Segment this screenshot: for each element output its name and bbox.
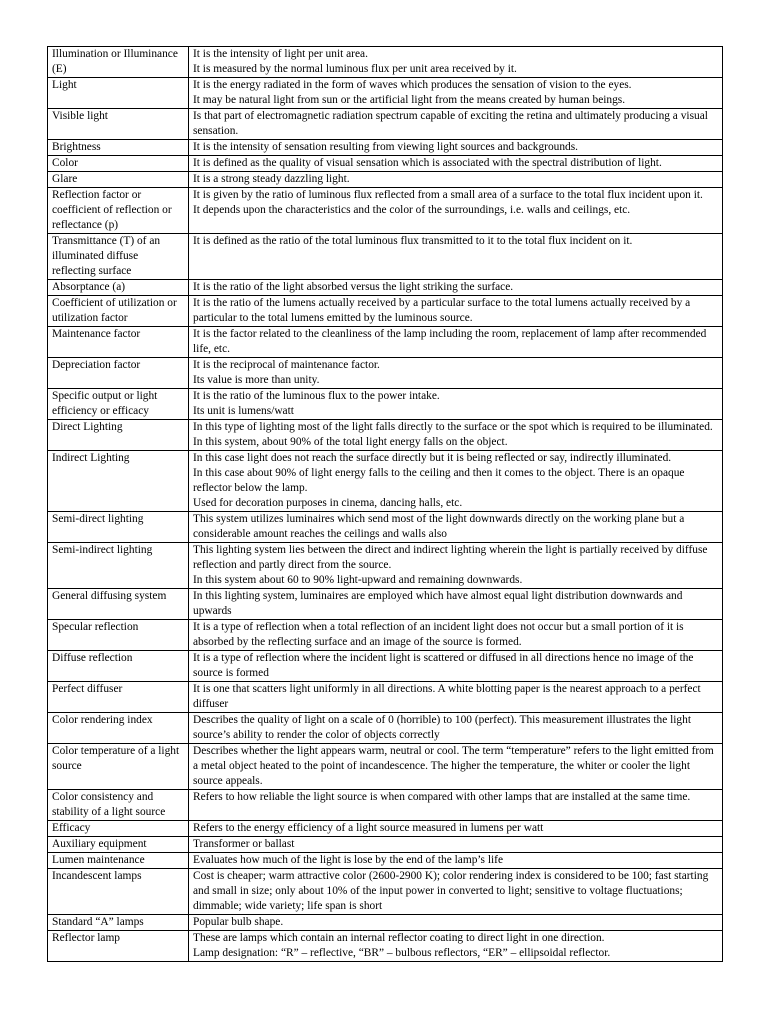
definition-cell: [189, 682, 723, 713]
table-row: [48, 188, 723, 234]
table-row: [48, 512, 723, 543]
definition-cell: [189, 140, 723, 156]
definition-line: It is the factor related to the cleanliness of the lamp including the room, replacement of lamp after recommended life, etc.: [193, 328, 707, 355]
term-cell: Glare: [48, 172, 189, 188]
definition-line: It is one that scatters light uniformly in all directions. A white blotting paper is the nearest approach to a perfect diffuser: [193, 683, 701, 710]
table-row: [48, 837, 723, 853]
definition-line: It is a type of reflection when a total reflection of an incident light does not occur but a small portion of it is absorbed by the reflecting surface and an image of the source is formed.: [193, 621, 684, 648]
definition-cell: [189, 853, 723, 869]
table-row: [48, 620, 723, 651]
definition-cell: [189, 915, 723, 931]
definition-cell: [189, 543, 723, 589]
term-cell: Standard “A” lamps: [48, 915, 189, 931]
term-cell: Brightness: [48, 140, 189, 156]
table-row: [48, 931, 723, 962]
table-row: [48, 744, 723, 790]
definition-cell: [189, 358, 723, 389]
definition-line: It is the ratio of the luminous flux to the power intake.: [193, 390, 440, 402]
term-cell: Depreciation factor: [48, 358, 189, 389]
table-row: [48, 389, 723, 420]
definition-cell: [189, 172, 723, 188]
definition-line: Describes the quality of light on a scale of 0 (horrible) to 100 (perfect). This measurement illustrates the light source’s ability to render the color of objects correctly: [193, 714, 691, 741]
definition-cell: [189, 837, 723, 853]
table-row: [48, 140, 723, 156]
term-cell: Perfect diffuser: [48, 682, 189, 713]
term-cell: Diffuse reflection: [48, 651, 189, 682]
definition-line: In this system, about 90% of the total light energy falls on the object.: [193, 436, 508, 448]
definition-line: It is given by the ratio of luminous flux reflected from a small area of a surface to the total flux incident upon it.: [193, 189, 703, 201]
glossary-table-body: [48, 47, 723, 962]
definition-line: It is the reciprocal of maintenance factor.: [193, 359, 380, 371]
definition-line: It is a strong steady dazzling light.: [193, 173, 350, 185]
definition-cell: [189, 713, 723, 744]
definition-line: It is a type of reflection where the incident light is scattered or diffused in all directions hence no image of the source is formed: [193, 652, 694, 679]
term-cell: Light: [48, 78, 189, 109]
definition-cell: [189, 451, 723, 512]
table-row: [48, 420, 723, 451]
definition-cell: [189, 869, 723, 915]
table-row: [48, 589, 723, 620]
definition-cell: [189, 234, 723, 280]
definition-line: This lighting system lies between the direct and indirect lighting wherein the light is partially received by diffuse reflection and partly direct from the source.: [193, 544, 708, 571]
table-row: [48, 296, 723, 327]
term-cell: Visible light: [48, 109, 189, 140]
table-row: [48, 682, 723, 713]
definition-cell: [189, 821, 723, 837]
term-cell: Reflection factor or coefficient of reflection or reflectance (p): [48, 188, 189, 234]
term-cell: Color: [48, 156, 189, 172]
definition-line: In this case light does not reach the surface directly but it is being reflected or say, indirectly illuminated.: [193, 452, 672, 464]
definition-cell: [189, 47, 723, 78]
definition-cell: [189, 389, 723, 420]
table-row: [48, 78, 723, 109]
definition-line: Lamp designation: “R” – reflective, “BR” – bulbous reflectors, “ER” – ellipsoidal reflector.: [193, 947, 611, 959]
table-row: [48, 915, 723, 931]
term-cell: Coefficient of utilization or utilization factor: [48, 296, 189, 327]
definition-cell: [189, 109, 723, 140]
definition-line: Popular bulb shape.: [193, 916, 284, 928]
definition-line: Transformer or ballast: [193, 838, 295, 850]
definition-line: Its unit is lumens/watt: [193, 405, 294, 417]
definition-cell: [189, 931, 723, 962]
definition-line: It may be natural light from sun or the artificial light from the means created by human beings.: [193, 94, 626, 106]
definition-line: It is the ratio of the lumens actually received by a particular surface to the total lumens actually received by a particular to the total lumens emitted by the luminous source.: [193, 297, 691, 324]
table-row: [48, 713, 723, 744]
term-cell: Illumination or Illuminance (E): [48, 47, 189, 78]
table-row: [48, 47, 723, 78]
definition-cell: [189, 620, 723, 651]
term-cell: Absorptance (a): [48, 280, 189, 296]
table-row: [48, 543, 723, 589]
table-row: [48, 869, 723, 915]
definition-line: Cost is cheaper; warm attractive color (2600-2900 K); color rendering index is considered to be 100; fast starting and small in size; only about 10% of the input power in converted to light; sensitive to voltage fluctuations; dimmable; wide variety; life span is short: [193, 870, 709, 912]
glossary-table: [47, 46, 723, 962]
definition-cell: [189, 78, 723, 109]
definition-line: Its value is more than unity.: [193, 374, 320, 386]
table-row: [48, 790, 723, 821]
definition-cell: [189, 188, 723, 234]
term-cell: Color rendering index: [48, 713, 189, 744]
table-row: [48, 109, 723, 140]
definition-cell: [189, 420, 723, 451]
term-cell: Reflector lamp: [48, 931, 189, 962]
definition-cell: [189, 156, 723, 172]
term-cell: Direct Lighting: [48, 420, 189, 451]
definition-line: These are lamps which contain an internal reflector coating to direct light in one direction.: [193, 932, 605, 944]
definition-line: It is measured by the normal luminous flux per unit area received by it.: [193, 63, 517, 75]
term-cell: Maintenance factor: [48, 327, 189, 358]
table-row: [48, 327, 723, 358]
table-row: [48, 821, 723, 837]
term-cell: Indirect Lighting: [48, 451, 189, 512]
definition-cell: [189, 744, 723, 790]
definition-line: Refers to how reliable the light source is when compared with other lamps that are installed at the same time.: [193, 791, 691, 803]
term-cell: Specular reflection: [48, 620, 189, 651]
term-cell: Semi-direct lighting: [48, 512, 189, 543]
definition-line: It is defined as the ratio of the total luminous flux transmitted to it to the total flux incident on it.: [193, 235, 633, 247]
term-cell: Semi-indirect lighting: [48, 543, 189, 589]
definition-line: In this case about 90% of light energy falls to the ceiling and then it comes to the object. There is an opaque reflector below the lamp.: [193, 467, 685, 494]
definition-line: This system utilizes luminaires which send most of the light downwards directly on the working plane but a considerable amount reaches the ceilings and walls also: [193, 513, 685, 540]
term-cell: Color consistency and stability of a light source: [48, 790, 189, 821]
definition-cell: [189, 280, 723, 296]
table-row: [48, 651, 723, 682]
definition-line: It is defined as the quality of visual sensation which is associated with the spectral distribution of light.: [193, 157, 662, 169]
table-row: [48, 358, 723, 389]
definition-line: Evaluates how much of the light is lose by the end of the lamp’s life: [193, 854, 504, 866]
definition-line: It is the energy radiated in the form of waves which produces the sensation of vision to the eyes.: [193, 79, 632, 91]
term-cell: Auxiliary equipment: [48, 837, 189, 853]
definition-cell: [189, 651, 723, 682]
definition-cell: [189, 790, 723, 821]
table-row: [48, 853, 723, 869]
definition-cell: [189, 327, 723, 358]
table-row: [48, 234, 723, 280]
definition-line: It depends upon the characteristics and the color of the surroundings, i.e. walls and ceilings, etc.: [193, 204, 631, 216]
term-cell: Lumen maintenance: [48, 853, 189, 869]
term-cell: Color temperature of a light source: [48, 744, 189, 790]
term-cell: Incandescent lamps: [48, 869, 189, 915]
table-row: [48, 280, 723, 296]
definition-cell: [189, 589, 723, 620]
definition-line: Refers to the energy efficiency of a light source measured in lumens per watt: [193, 822, 544, 834]
term-cell: Transmittance (T) of an illuminated diffuse reflecting surface: [48, 234, 189, 280]
definition-line: It is the intensity of sensation resulting from viewing light sources and backgrounds.: [193, 141, 579, 153]
definition-line: In this type of lighting most of the light falls directly to the surface or the spot which is required to be illuminated.: [193, 421, 713, 433]
definition-line: Used for decoration purposes in cinema, dancing halls, etc.: [193, 497, 463, 509]
table-row: [48, 451, 723, 512]
definition-cell: [189, 296, 723, 327]
term-cell: General diffusing system: [48, 589, 189, 620]
definition-line: In this lighting system, luminaires are employed which have almost equal light distribution downwards and upwards: [193, 590, 683, 617]
term-cell: Efficacy: [48, 821, 189, 837]
term-cell: Specific output or light efficiency or efficacy: [48, 389, 189, 420]
definition-line: Describes whether the light appears warm, neutral or cool. The term “temperature” refers to the light emitted from a metal object heated to the point of incandescence. The higher the temperature, the whiter or cooler the light source appeals.: [193, 745, 714, 787]
definition-cell: [189, 512, 723, 543]
definition-line: Is that part of electromagnetic radiation spectrum capable of exciting the retina and ultimately producing a visual sensation.: [193, 110, 708, 137]
table-row: [48, 172, 723, 188]
definition-line: It is the ratio of the light absorbed versus the light striking the surface.: [193, 281, 514, 293]
definition-line: In this system about 60 to 90% light-upward and remaining downwards.: [193, 574, 523, 586]
table-row: [48, 156, 723, 172]
definition-line: It is the intensity of light per unit area.: [193, 48, 368, 60]
